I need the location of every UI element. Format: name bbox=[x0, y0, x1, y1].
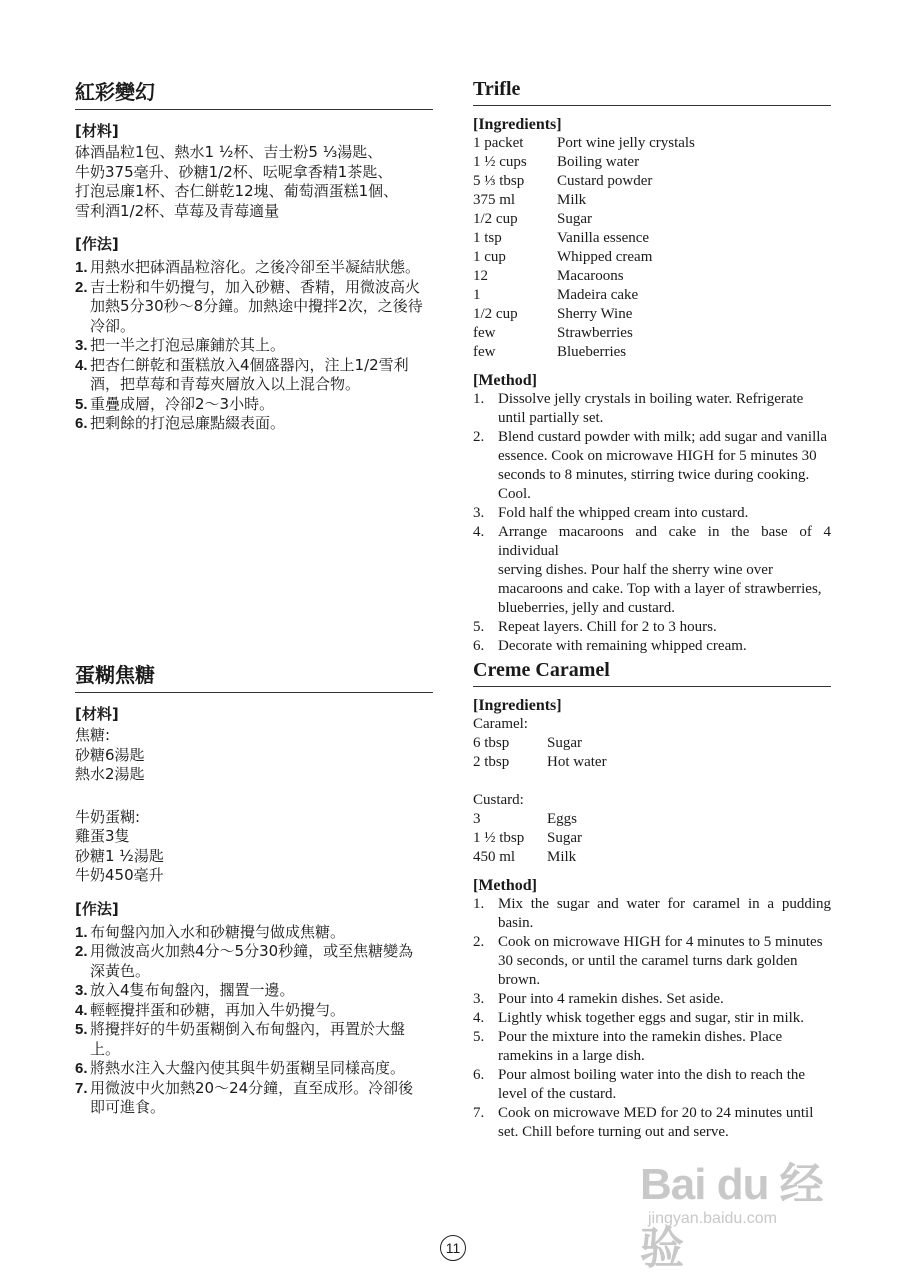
method-steps bbox=[473, 390, 831, 656]
step-number: 3. bbox=[75, 982, 88, 999]
ingredient-qty: 375 ml bbox=[473, 192, 516, 208]
ingredient-item: Strawberries bbox=[557, 325, 633, 341]
recipe-creme-caramel-english bbox=[473, 659, 831, 1142]
step-text: 布甸盤內加入水和砂糖攪勻做成焦糖。 bbox=[90, 922, 346, 941]
ingredient-item: Custard powder bbox=[557, 173, 653, 189]
ingredient-qty: 450 ml bbox=[473, 849, 516, 865]
step-number: 5. bbox=[473, 619, 485, 635]
ingredients-table bbox=[473, 134, 831, 362]
ingredient-line: 砂糖1 ½湯匙 bbox=[75, 846, 164, 865]
step-number: 6. bbox=[473, 1067, 485, 1083]
page-number: 11 bbox=[440, 1235, 466, 1261]
step-text: Arrange macaroons and cake in the base of 4 individual serving dishes. Pour half the sherry wine over macaroons and cake. Top with a layer of strawberries, blueberries, jelly and custard. bbox=[498, 524, 831, 616]
ingredient-item: Eggs bbox=[547, 811, 577, 827]
ingredient-line: 雪利酒1/2杯、草莓及青莓適量 bbox=[75, 201, 280, 220]
ingredient-item: Vanilla essence bbox=[557, 230, 650, 246]
step-text: Fold half the whipped cream into custard. bbox=[498, 505, 749, 521]
ingredient-row bbox=[473, 191, 831, 210]
step-number: 4. bbox=[473, 524, 485, 540]
method-step bbox=[473, 1104, 831, 1142]
ingredient-row bbox=[473, 324, 831, 343]
step-number: 3. bbox=[75, 337, 88, 354]
ingredient-row bbox=[473, 134, 831, 153]
method-step bbox=[473, 933, 831, 990]
method-heading: [作法] bbox=[75, 235, 119, 253]
recipe-trifle-english bbox=[473, 78, 831, 656]
ingredient-line: 雞蛋3隻 bbox=[75, 827, 130, 845]
method-step bbox=[473, 390, 831, 428]
ingredient-item: Madeira cake bbox=[557, 287, 639, 303]
recipe-title: 紅彩變幻 bbox=[75, 76, 433, 110]
step-number: 2. bbox=[473, 934, 485, 950]
ingredient-row bbox=[473, 248, 831, 267]
recipe-trifle-chinese bbox=[75, 76, 433, 434]
ingredient-row bbox=[473, 267, 831, 286]
step-text: Decorate with remaining whipped cream. bbox=[498, 638, 747, 654]
ingredients-heading: [Ingredients] bbox=[473, 116, 562, 133]
step-number: 2. bbox=[75, 278, 88, 296]
ingredient-qty: 1 ½ tbsp bbox=[473, 830, 525, 846]
ingredient-line: 砵酒晶粒1包、熱水1 ½杯、吉士粉5 ⅓湯匙、 bbox=[75, 143, 383, 161]
ingredient-line: 焦糖: bbox=[75, 726, 111, 744]
method-steps bbox=[75, 923, 433, 1118]
method-step bbox=[75, 1079, 433, 1118]
step-text: Dissolve jelly crystals in boiling water. Refrigerate until partially set. bbox=[498, 391, 804, 426]
step-number: 5. bbox=[473, 1029, 485, 1045]
step-number: 6. bbox=[473, 638, 485, 654]
ingredient-row bbox=[473, 305, 831, 324]
step-number: 1. bbox=[75, 923, 88, 941]
ingredient-item: Whipped cream bbox=[557, 249, 653, 265]
ingredient-item: Hot water bbox=[547, 754, 607, 770]
method-step bbox=[473, 504, 831, 523]
ingredient-line: 牛奶375毫升、砂糖1/2杯、呍呢拿香精1茶匙、 bbox=[75, 162, 393, 181]
method-heading: [Method] bbox=[473, 372, 537, 389]
method-step bbox=[75, 395, 433, 415]
step-number: 2. bbox=[75, 943, 88, 960]
step-text: Blend custard powder with milk; add sugar and vanilla essence. Cook on microwave HIGH for 5 minutes 30 seconds to 8 minutes, stirring twice during cooking. Cool. bbox=[498, 429, 828, 502]
ingredient-row bbox=[473, 153, 831, 172]
ingredient-line: 熱水2湯匙 bbox=[75, 765, 145, 783]
ingredient-row bbox=[473, 229, 831, 248]
ingredient-item: Milk bbox=[557, 192, 587, 208]
ingredients-list bbox=[75, 143, 433, 221]
baidu-logo: Bai du 经验 bbox=[640, 1160, 823, 1273]
ingredient-qty: 1/2 cup bbox=[473, 211, 518, 227]
step-number: 1. bbox=[473, 391, 485, 407]
ingredient-qty: 5 ⅓ tbsp bbox=[473, 173, 525, 189]
watermark-url: jingyan.baidu.com bbox=[648, 1210, 777, 1227]
ingredient-qty: 12 bbox=[473, 268, 488, 284]
step-text: Cook on microwave MED for 20 to 24 minutes until set. Chill before turning out and serve. bbox=[498, 1105, 814, 1140]
step-text: 放入4隻布甸盤內，擱置一邊。 bbox=[90, 981, 295, 999]
step-number: 4. bbox=[75, 356, 88, 374]
ingredient-item: Sugar bbox=[547, 735, 582, 751]
ingredient-line: 牛奶蛋糊: bbox=[75, 807, 141, 826]
step-number: 3. bbox=[473, 991, 485, 1007]
step-number: 7. bbox=[75, 1079, 88, 1097]
method-step bbox=[75, 278, 433, 337]
ingredient-item: Sugar bbox=[547, 830, 582, 846]
ingredient-qty: 1 bbox=[473, 287, 481, 303]
step-text: Mix the sugar and water for caramel in a pudding basin. bbox=[498, 896, 831, 931]
section-label: Caramel: bbox=[473, 716, 528, 732]
step-text: Lightly whisk together eggs and sugar, stir in milk. bbox=[498, 1010, 805, 1026]
recipe-title: Trifle bbox=[473, 78, 831, 106]
ingredient-line: 砂糖6湯匙 bbox=[75, 745, 145, 764]
recipe-creme-caramel-chinese bbox=[75, 659, 433, 1118]
step-text: 將熱水注入大盤內使其與牛奶蛋糊呈同樣高度。 bbox=[90, 1059, 406, 1077]
step-number: 2. bbox=[473, 429, 485, 445]
step-number: 3. bbox=[473, 505, 485, 521]
ingredient-qty: 1 cup bbox=[473, 249, 506, 265]
step-number: 6. bbox=[75, 1060, 88, 1077]
step-text: Cook on microwave HIGH for 4 minutes to 5 minutes 30 seconds, or until the caramel turns dark golden brown. bbox=[498, 934, 823, 988]
method-step bbox=[75, 258, 433, 278]
ingredient-item: Sugar bbox=[557, 211, 592, 227]
method-step bbox=[75, 1001, 433, 1021]
step-text: 把一半之打泡忌廉鋪於其上。 bbox=[90, 336, 286, 354]
method-step bbox=[473, 895, 831, 933]
ingredient-item: Sherry Wine bbox=[557, 306, 633, 322]
method-step bbox=[75, 356, 433, 395]
step-number: 1. bbox=[473, 896, 485, 912]
method-step bbox=[473, 523, 831, 618]
step-number: 6. bbox=[75, 415, 88, 432]
step-text: 重疊成層，冷卻2～3小時。 bbox=[90, 394, 275, 413]
ingredient-qty: 1 packet bbox=[473, 135, 524, 151]
ingredient-row bbox=[473, 810, 831, 829]
step-text: Pour into 4 ramekin dishes. Set aside. bbox=[498, 991, 724, 1007]
method-step bbox=[473, 990, 831, 1009]
step-text: 將攪拌好的牛奶蛋糊倒入布甸盤內，再置於大盤 上。 bbox=[90, 1020, 406, 1058]
ingredients-heading: [材料] bbox=[75, 122, 119, 140]
ingredient-qty: 3 bbox=[473, 811, 481, 827]
ingredient-row bbox=[473, 734, 831, 753]
custard-ingredients bbox=[75, 808, 433, 886]
ingredient-line: 打泡忌廉1杯、杏仁餅乾12塊、葡萄酒蛋糕1個、 bbox=[75, 182, 399, 200]
step-text: 輕輕攪拌蛋和砂糖，再加入牛奶攪勻。 bbox=[90, 1000, 346, 1019]
recipe-title: 蛋糊焦糖 bbox=[75, 659, 433, 693]
step-text: Repeat layers. Chill for 2 to 3 hours. bbox=[498, 619, 717, 635]
step-text: Pour almost boiling water into the dish to reach the level of the custard. bbox=[498, 1067, 806, 1102]
ingredient-line: 牛奶450毫升 bbox=[75, 866, 164, 884]
baidu-watermark bbox=[640, 1140, 855, 1273]
method-step bbox=[473, 618, 831, 637]
step-text: 用微波中火加熱20～24分鐘，直至成形。冷卻後 即可進食。 bbox=[90, 1078, 414, 1116]
method-heading: [作法] bbox=[75, 899, 119, 918]
step-text: 用微波高火加熱4分～5分30秒鐘，或至焦糖變為 深黃色。 bbox=[90, 942, 414, 980]
ingredient-row bbox=[473, 829, 831, 848]
ingredient-row bbox=[473, 753, 831, 772]
ingredient-qty: 6 tbsp bbox=[473, 735, 510, 751]
method-steps bbox=[75, 258, 433, 434]
ingredient-qty: 2 tbsp bbox=[473, 754, 510, 770]
ingredient-qty: few bbox=[473, 325, 496, 341]
ingredients-heading: [材料] bbox=[75, 705, 119, 723]
step-text: 把杏仁餅乾和蛋糕放入4個盛器內，注上1/2雪利 酒，把草莓和青莓夾層放入以上混合物。 bbox=[90, 355, 409, 393]
ingredients-heading: [Ingredients] bbox=[473, 697, 562, 714]
ingredient-item: Milk bbox=[547, 849, 577, 865]
recipe-title: Creme Caramel bbox=[473, 659, 831, 687]
ingredient-item: Macaroons bbox=[557, 268, 624, 284]
step-number: 4. bbox=[75, 1001, 88, 1019]
ingredient-qty: 1/2 cup bbox=[473, 306, 518, 322]
step-number: 5. bbox=[75, 1021, 88, 1038]
method-step bbox=[473, 1066, 831, 1104]
step-text: 吉士粉和牛奶攪勻，加入砂糖、香精，用微波高火 加熱5分30秒～8分鐘。加熱途中攪拌2次，之後待 冷卻。 bbox=[90, 277, 423, 335]
method-step bbox=[75, 942, 433, 981]
caramel-ingredients bbox=[473, 715, 831, 772]
custard-ingredients bbox=[473, 791, 831, 867]
method-step bbox=[473, 1009, 831, 1028]
ingredient-item: Blueberries bbox=[557, 344, 627, 360]
step-text: 用熱水把砵酒晶粒溶化。之後冷卻至半凝結狀態。 bbox=[90, 258, 421, 276]
method-step bbox=[473, 637, 831, 656]
ingredient-qty: 1 tsp bbox=[473, 230, 502, 246]
method-step bbox=[473, 1028, 831, 1066]
method-steps bbox=[473, 895, 831, 1142]
ingredient-row bbox=[473, 172, 831, 191]
method-step bbox=[75, 336, 433, 356]
method-step bbox=[75, 1020, 433, 1059]
ingredient-qty: 1 ½ cups bbox=[473, 154, 527, 170]
step-number: 1. bbox=[75, 259, 88, 276]
step-text: Pour the mixture into the ramekin dishes. Place ramekins in a large dish. bbox=[498, 1029, 783, 1064]
step-number: 5. bbox=[75, 395, 88, 413]
method-step bbox=[75, 981, 433, 1001]
ingredient-row bbox=[473, 343, 831, 362]
method-step bbox=[75, 923, 433, 943]
caramel-ingredients bbox=[75, 726, 433, 785]
method-step bbox=[75, 414, 433, 434]
ingredient-row bbox=[473, 848, 831, 867]
ingredient-qty: few bbox=[473, 344, 496, 360]
step-number: 4. bbox=[473, 1010, 485, 1026]
method-heading: [Method] bbox=[473, 877, 537, 894]
ingredient-row bbox=[473, 286, 831, 305]
method-step bbox=[75, 1059, 433, 1079]
section-label: Custard: bbox=[473, 792, 524, 808]
ingredient-item: Boiling water bbox=[557, 154, 640, 170]
step-number: 7. bbox=[473, 1105, 485, 1121]
step-text: 把剩餘的打泡忌廉點綴表面。 bbox=[90, 414, 286, 432]
method-step bbox=[473, 428, 831, 504]
ingredient-row bbox=[473, 210, 831, 229]
ingredient-item: Port wine jelly crystals bbox=[557, 135, 695, 151]
